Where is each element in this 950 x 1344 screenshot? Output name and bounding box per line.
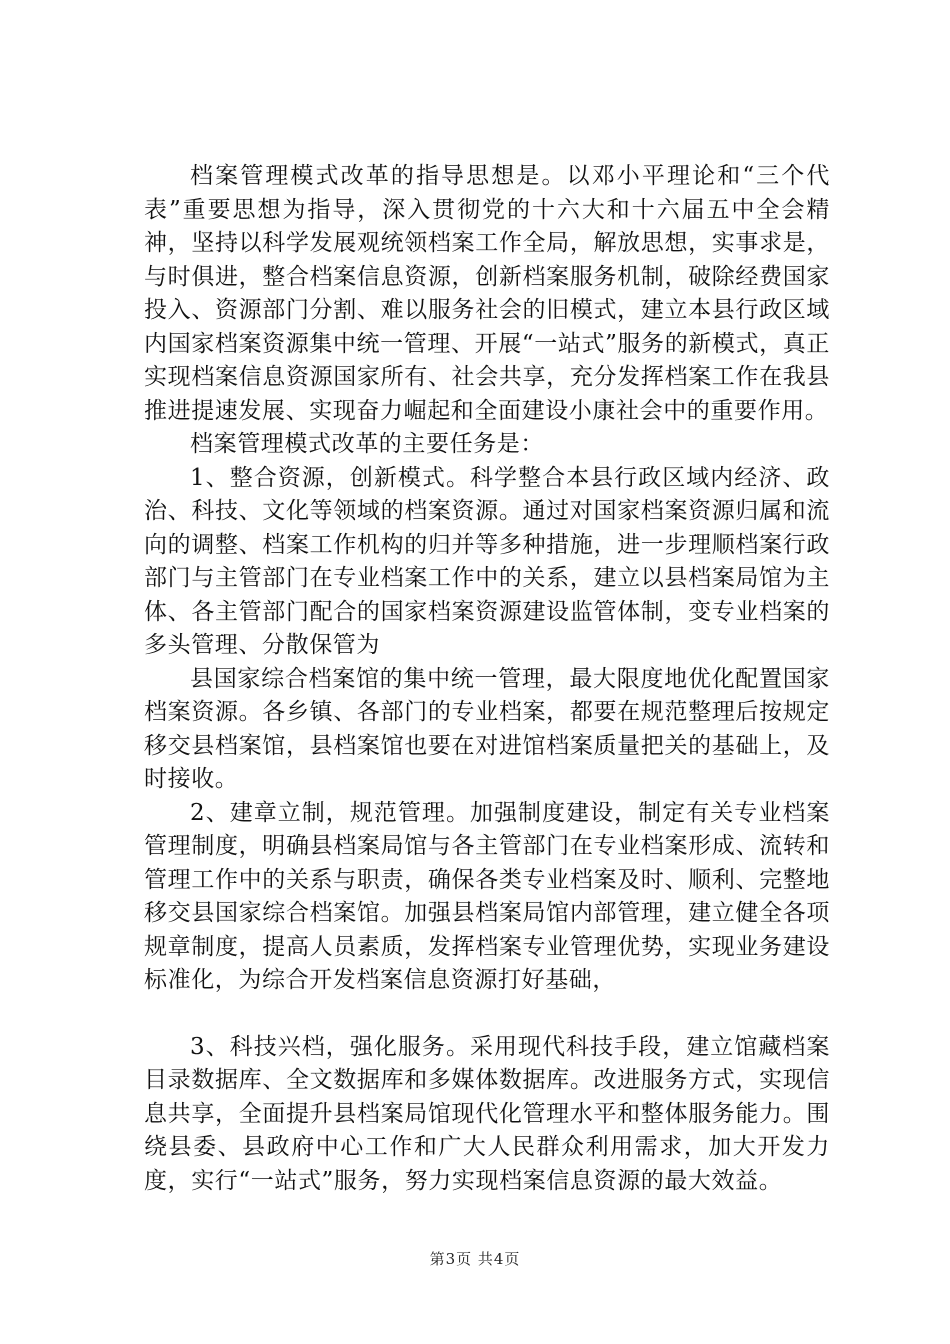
paragraph-main-tasks-heading: 档案管理模式改革的主要任务是：: [190, 431, 544, 457]
paragraph-spacer: [144, 998, 830, 1031]
page-number-footer: 第3页 共4页: [429, 1250, 521, 1268]
paragraph-task-2: 2、建章立制，规范管理。加强制度建设，制定有关专业档案管理制度，明确县档案局馆与各主管部门在专业档案形成、流转和管理工作中的关系与职责，确保各类专业档案及时、顺利、完整地移交县国家综合档案馆。加强县档案局馆内部管理，建立健全各项规章制度，提高人员素质，发挥档案专业管理优势，实现业务建设标准化，为综合开发档案信息资源打好基础，: [144, 799, 830, 993]
paragraph-guiding-ideology: 档案管理模式改革的指导思想是。以邓小平理论和“三个代表”重要思想为指导，深入贯彻党的十六大和十六届五中全会精神，坚持以科学发展观统领档案工作全局，解放思想，实事求是，与时俱进，整合档案信息资源，创新档案服务机制，破除经费国家投入、资源部门分割、难以服务社会的旧模式，建立本县行政区域内国家档案资源集中统一管理、开展“一站式”服务的新模式，真正实现档案信息资源国家所有、社会共享，充分发挥档案工作在我县推进提速发展、实现奋力崛起和全面建设小康社会中的重要作用。: [144, 163, 830, 424]
paragraph-task-1: 1、整合资源，创新模式。科学整合本县行政区域内经济、政治、科技、文化等领域的档案资源。通过对国家档案资源归属和流向的调整、档案工作机构的归并等多种措施，进一步理顺档案行政部门与主管部门在专业档案工作中的关系，建立以县档案局馆为主体、各主管部门配合的国家档案资源建设监管体制，变专业档案的多头管理、分散保管为: [144, 464, 830, 658]
document-body: [144, 160, 830, 1198]
paragraph-task-1-continued: 县国家综合档案馆的集中统一管理，最大限度地优化配置国家档案资源。各乡镇、各部门的专业档案，都要在规范整理后按规定移交县档案馆，县档案馆也要在对进馆档案质量把关的基础上，及时接收。: [144, 665, 830, 792]
paragraph-task-3: 3、科技兴档，强化服务。采用现代科技手段，建立馆藏档案目录数据库、全文数据库和多媒体数据库。改进服务方式，实现信息共享，全面提升县档案局馆现代化管理水平和整体服务能力。围绕县委、县政府中心工作和广大人民群众利用需求，加大开发力度，实行“一站式”服务，努力实现档案信息资源的最大效益。: [144, 1033, 830, 1194]
